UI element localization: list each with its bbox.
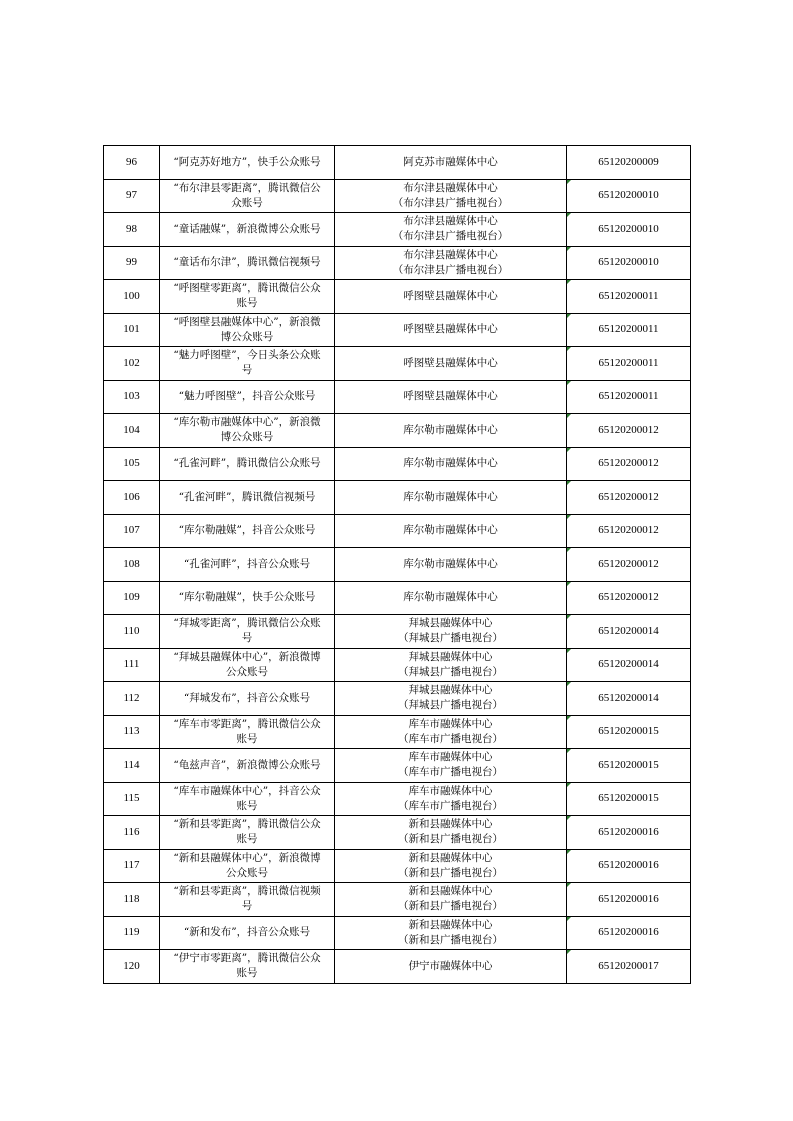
organization-line: （库车市广播电视台） [398,732,503,745]
cell-error-marker-icon [567,582,571,586]
organization-line: 阿克苏市融媒体中心 [403,155,498,168]
organization-line: 布尔津县融媒体中心 [403,215,498,228]
account-name-line: “布尔津县零距离”，腾讯微信公 [173,181,321,194]
account-name-line: 号 [241,632,253,645]
organization-cell [335,380,567,414]
table-row [104,682,691,716]
organization-line: 呼图壁县融媒体中心 [403,390,498,403]
organization-line: 库尔勒市融媒体中心 [403,591,498,604]
license-code: 65120200014 [598,624,659,637]
account-name-cell [160,715,335,749]
organization-line: 呼图壁县融媒体中心 [403,323,498,336]
organization-line: 库尔勒市融媒体中心 [403,557,498,570]
account-name-cell [160,347,335,381]
organization-line: 拜城县融媒体中心 [408,650,493,663]
table-row [104,615,691,649]
account-name-cell [160,749,335,783]
license-code: 65120200014 [598,658,659,671]
organization-cell [335,313,567,347]
organization-line: （库车市广播电视台） [398,799,503,812]
license-code: 65120200010 [598,222,659,235]
row-number: 103 [104,380,160,414]
license-code-cell [567,481,691,515]
table-row [104,313,691,347]
organization-line: 新和县融媒体中心 [408,885,493,898]
table-row [104,581,691,615]
account-table [103,145,691,984]
license-code-cell [567,280,691,314]
account-name-line: 博公众账号 [220,330,274,343]
account-name-line: “拜城县融媒体中心”，新浪微博 [173,650,321,663]
cell-error-marker-icon [567,381,571,385]
organization-cell [335,481,567,515]
row-number: 118 [104,883,160,917]
row-number: 116 [104,816,160,850]
organization-line: （拜城县广播电视台） [398,699,503,712]
organization-line: 库尔勒市融媒体中心 [403,524,498,537]
account-name-line: “新和县融媒体中心”，新浪微博 [173,851,321,864]
cell-error-marker-icon [567,682,571,686]
cell-error-marker-icon [567,950,571,954]
license-code-cell [567,146,691,180]
license-code-cell [567,682,691,716]
license-code-cell [567,380,691,414]
organization-line: （拜城县广播电视台） [398,665,503,678]
row-number: 119 [104,916,160,950]
account-name-cell [160,849,335,883]
license-code: 65120200012 [598,591,659,604]
table-row [104,816,691,850]
license-code: 65120200016 [598,892,659,905]
row-number: 108 [104,548,160,582]
license-code: 65120200012 [598,490,659,503]
organization-cell [335,146,567,180]
organization-cell [335,715,567,749]
license-code-cell [567,414,691,448]
table-row [104,883,691,917]
license-code-cell [567,648,691,682]
table-row [104,414,691,448]
organization-line: 布尔津县融媒体中心 [403,181,498,194]
cell-error-marker-icon [567,314,571,318]
license-code: 65120200012 [598,457,659,470]
account-name-cell [160,213,335,247]
license-code: 65120200010 [598,189,659,202]
license-code: 65120200015 [598,758,659,771]
account-name-cell [160,648,335,682]
account-name-line: “孔雀河畔”，腾讯微信公众账号 [173,457,321,470]
cell-error-marker-icon [567,515,571,519]
organization-cell [335,581,567,615]
account-name-line: “库尔勒市融媒体中心”，新浪微 [173,416,321,429]
cell-error-marker-icon [567,213,571,217]
cell-error-marker-icon [567,749,571,753]
license-code: 65120200016 [598,825,659,838]
license-code: 65120200009 [598,155,659,168]
organization-line: 呼图壁县融媒体中心 [403,289,498,302]
table-row [104,514,691,548]
license-code: 65120200014 [598,691,659,704]
account-name-line: 公众账号 [226,665,268,678]
cell-error-marker-icon [567,816,571,820]
license-code: 65120200011 [598,356,659,369]
license-code-cell [567,514,691,548]
organization-line: 新和县融媒体中心 [408,918,493,931]
row-number: 106 [104,481,160,515]
organization-cell [335,648,567,682]
table-row [104,749,691,783]
organization-line: （拜城县广播电视台） [398,632,503,645]
table-row [104,548,691,582]
license-code: 65120200012 [598,557,659,570]
row-number: 100 [104,280,160,314]
license-code-cell [567,715,691,749]
license-code-cell [567,816,691,850]
organization-cell [335,548,567,582]
table-row [104,648,691,682]
account-name-cell [160,816,335,850]
row-number: 111 [104,648,160,682]
row-number: 117 [104,849,160,883]
account-name-cell [160,280,335,314]
account-name-cell [160,883,335,917]
cell-error-marker-icon [567,649,571,653]
row-number: 110 [104,615,160,649]
organization-cell [335,514,567,548]
account-name-line: 账号 [236,833,258,846]
organization-line: （新和县广播电视台） [398,933,503,946]
organization-cell [335,682,567,716]
organization-cell [335,749,567,783]
cell-error-marker-icon [567,180,571,184]
organization-cell [335,950,567,984]
account-name-line: “魅力呼图壁”，今日头条公众账 [173,349,321,362]
row-number: 97 [104,179,160,213]
organization-line: 库尔勒市融媒体中心 [403,490,498,503]
license-code-cell [567,916,691,950]
organization-line: 拜城县融媒体中心 [408,684,493,697]
account-name-cell [160,782,335,816]
organization-line: 新和县融媒体中心 [408,818,493,831]
organization-cell [335,883,567,917]
organization-line: 新和县融媒体中心 [408,851,493,864]
organization-cell [335,213,567,247]
row-number: 102 [104,347,160,381]
row-number: 96 [104,146,160,180]
table-row [104,347,691,381]
cell-error-marker-icon [567,481,571,485]
cell-error-marker-icon [567,716,571,720]
organization-line: （布尔津县广播电视台） [392,263,509,276]
organization-line: （库车市广播电视台） [398,766,503,779]
row-number: 120 [104,950,160,984]
organization-line: 库尔勒市融媒体中心 [403,423,498,436]
row-number: 114 [104,749,160,783]
license-code: 65120200010 [598,256,659,269]
table-row [104,447,691,481]
license-code-cell [567,615,691,649]
cell-error-marker-icon [567,347,571,351]
license-code: 65120200016 [598,859,659,872]
account-name-cell [160,414,335,448]
organization-cell [335,347,567,381]
account-name-line: 博公众账号 [220,431,274,444]
account-name-cell [160,380,335,414]
account-name-line: “孔雀河畔”，抖音公众账号 [183,557,311,570]
account-name-line: “魅力呼图壁”，抖音公众账号 [178,390,316,403]
account-name-line: “童话融媒”，新浪微博公众账号 [173,222,321,235]
organization-line: （新和县广播电视台） [398,900,503,913]
organization-line: 库车市融媒体中心 [408,784,493,797]
account-name-cell [160,146,335,180]
license-code-cell [567,883,691,917]
license-code: 65120200016 [598,926,659,939]
account-name-line: “库尔勒融媒”，快手公众账号 [178,591,316,604]
license-code-cell [567,849,691,883]
account-name-cell [160,581,335,615]
organization-line: 拜城县融媒体中心 [408,617,493,630]
license-code: 65120200011 [598,289,659,302]
account-name-line: 账号 [236,732,258,745]
license-code: 65120200012 [598,524,659,537]
row-number: 113 [104,715,160,749]
account-name-line: “拜城发布”，抖音公众账号 [183,691,311,704]
table-row [104,280,691,314]
organization-line: （布尔津县广播电视台） [392,196,509,209]
cell-error-marker-icon [567,548,571,552]
cell-error-marker-icon [567,615,571,619]
license-code-cell [567,548,691,582]
account-name-line: “阿克苏好地方”，快手公众账号 [173,155,321,168]
account-name-line: “库车市零距离”，腾讯微信公众 [173,717,321,730]
license-code: 65120200011 [598,323,659,336]
account-name-line: “库车市融媒体中心”，抖音公众 [173,784,321,797]
account-name-line: “龟兹声音”，新浪微博公众账号 [173,758,321,771]
account-name-cell [160,615,335,649]
license-code: 65120200015 [598,725,659,738]
account-name-line: “呼图壁零距离”，腾讯微信公众 [173,282,321,295]
license-code-cell [567,782,691,816]
license-code-cell [567,246,691,280]
account-name-line: 号 [241,364,253,377]
account-name-cell [160,447,335,481]
account-name-line: “拜城零距离”，腾讯微信公众账 [173,617,321,630]
organization-cell [335,782,567,816]
account-name-line: “呼图壁县融媒体中心”，新浪微 [173,315,321,328]
license-code: 65120200017 [598,959,659,972]
account-name-cell [160,246,335,280]
license-code-cell [567,347,691,381]
account-name-line: 众账号 [231,196,263,209]
organization-line: 库尔勒市融媒体中心 [403,457,498,470]
account-name-cell [160,682,335,716]
license-code-cell [567,313,691,347]
cell-error-marker-icon [567,448,571,452]
cell-error-marker-icon [567,247,571,251]
organization-cell [335,280,567,314]
organization-cell [335,849,567,883]
organization-line: 布尔津县融媒体中心 [403,248,498,261]
row-number: 104 [104,414,160,448]
organization-line: 呼图壁县融媒体中心 [403,356,498,369]
account-name-line: 账号 [236,297,258,310]
cell-error-marker-icon [567,917,571,921]
organization-cell [335,816,567,850]
row-number: 109 [104,581,160,615]
table-row [104,715,691,749]
table-row [104,146,691,180]
account-name-cell [160,950,335,984]
table-row [104,782,691,816]
organization-line: 伊宁市融媒体中心 [408,959,493,972]
table-row [104,950,691,984]
table-body [104,146,691,984]
organization-line: 库车市融媒体中心 [408,751,493,764]
row-number: 107 [104,514,160,548]
row-number: 115 [104,782,160,816]
account-name-line: “新和县零距离”，腾讯微信视频 [173,885,321,898]
table-row [104,481,691,515]
account-name-cell [160,548,335,582]
row-number: 105 [104,447,160,481]
cell-error-marker-icon [567,280,571,284]
table-row [104,246,691,280]
account-name-line: “新和发布”，抖音公众账号 [183,926,311,939]
organization-cell [335,179,567,213]
license-code-cell [567,213,691,247]
account-name-cell [160,514,335,548]
cell-error-marker-icon [567,414,571,418]
account-name-line: “伊宁市零距离”，腾讯微信公众 [173,952,321,965]
table-row [104,380,691,414]
cell-error-marker-icon [567,850,571,854]
account-name-line: “孔雀河畔”，腾讯微信视频号 [178,490,316,503]
row-number: 112 [104,682,160,716]
license-code-cell [567,581,691,615]
license-code-cell [567,447,691,481]
account-name-line: “库尔勒融媒”，抖音公众账号 [178,524,316,537]
license-code-cell [567,179,691,213]
license-code-cell [567,950,691,984]
row-number: 98 [104,213,160,247]
cell-error-marker-icon [567,883,571,887]
table-row [104,916,691,950]
account-name-line: 公众账号 [226,866,268,879]
row-number: 101 [104,313,160,347]
account-name-line: “童话布尔津”，腾讯微信视频号 [173,256,321,269]
organization-line: （新和县广播电视台） [398,866,503,879]
table-row [104,213,691,247]
license-code-cell [567,749,691,783]
account-name-cell [160,313,335,347]
cell-error-marker-icon [567,783,571,787]
table-row [104,179,691,213]
account-name-cell [160,179,335,213]
organization-cell [335,246,567,280]
organization-line: （新和县广播电视台） [398,833,503,846]
account-name-line: 账号 [236,799,258,812]
account-name-line: “新和县零距离”，腾讯微信公众 [173,818,321,831]
organization-cell [335,615,567,649]
account-name-cell [160,916,335,950]
organization-cell [335,414,567,448]
table-row [104,849,691,883]
organization-line: （布尔津县广播电视台） [392,230,509,243]
license-code: 65120200015 [598,792,659,805]
account-name-line: 号 [241,900,253,913]
row-number: 99 [104,246,160,280]
license-code: 65120200012 [598,423,659,436]
license-code: 65120200011 [598,390,659,403]
account-name-cell [160,481,335,515]
organization-cell [335,916,567,950]
organization-cell [335,447,567,481]
organization-line: 库车市融媒体中心 [408,717,493,730]
account-name-line: 账号 [236,967,258,980]
